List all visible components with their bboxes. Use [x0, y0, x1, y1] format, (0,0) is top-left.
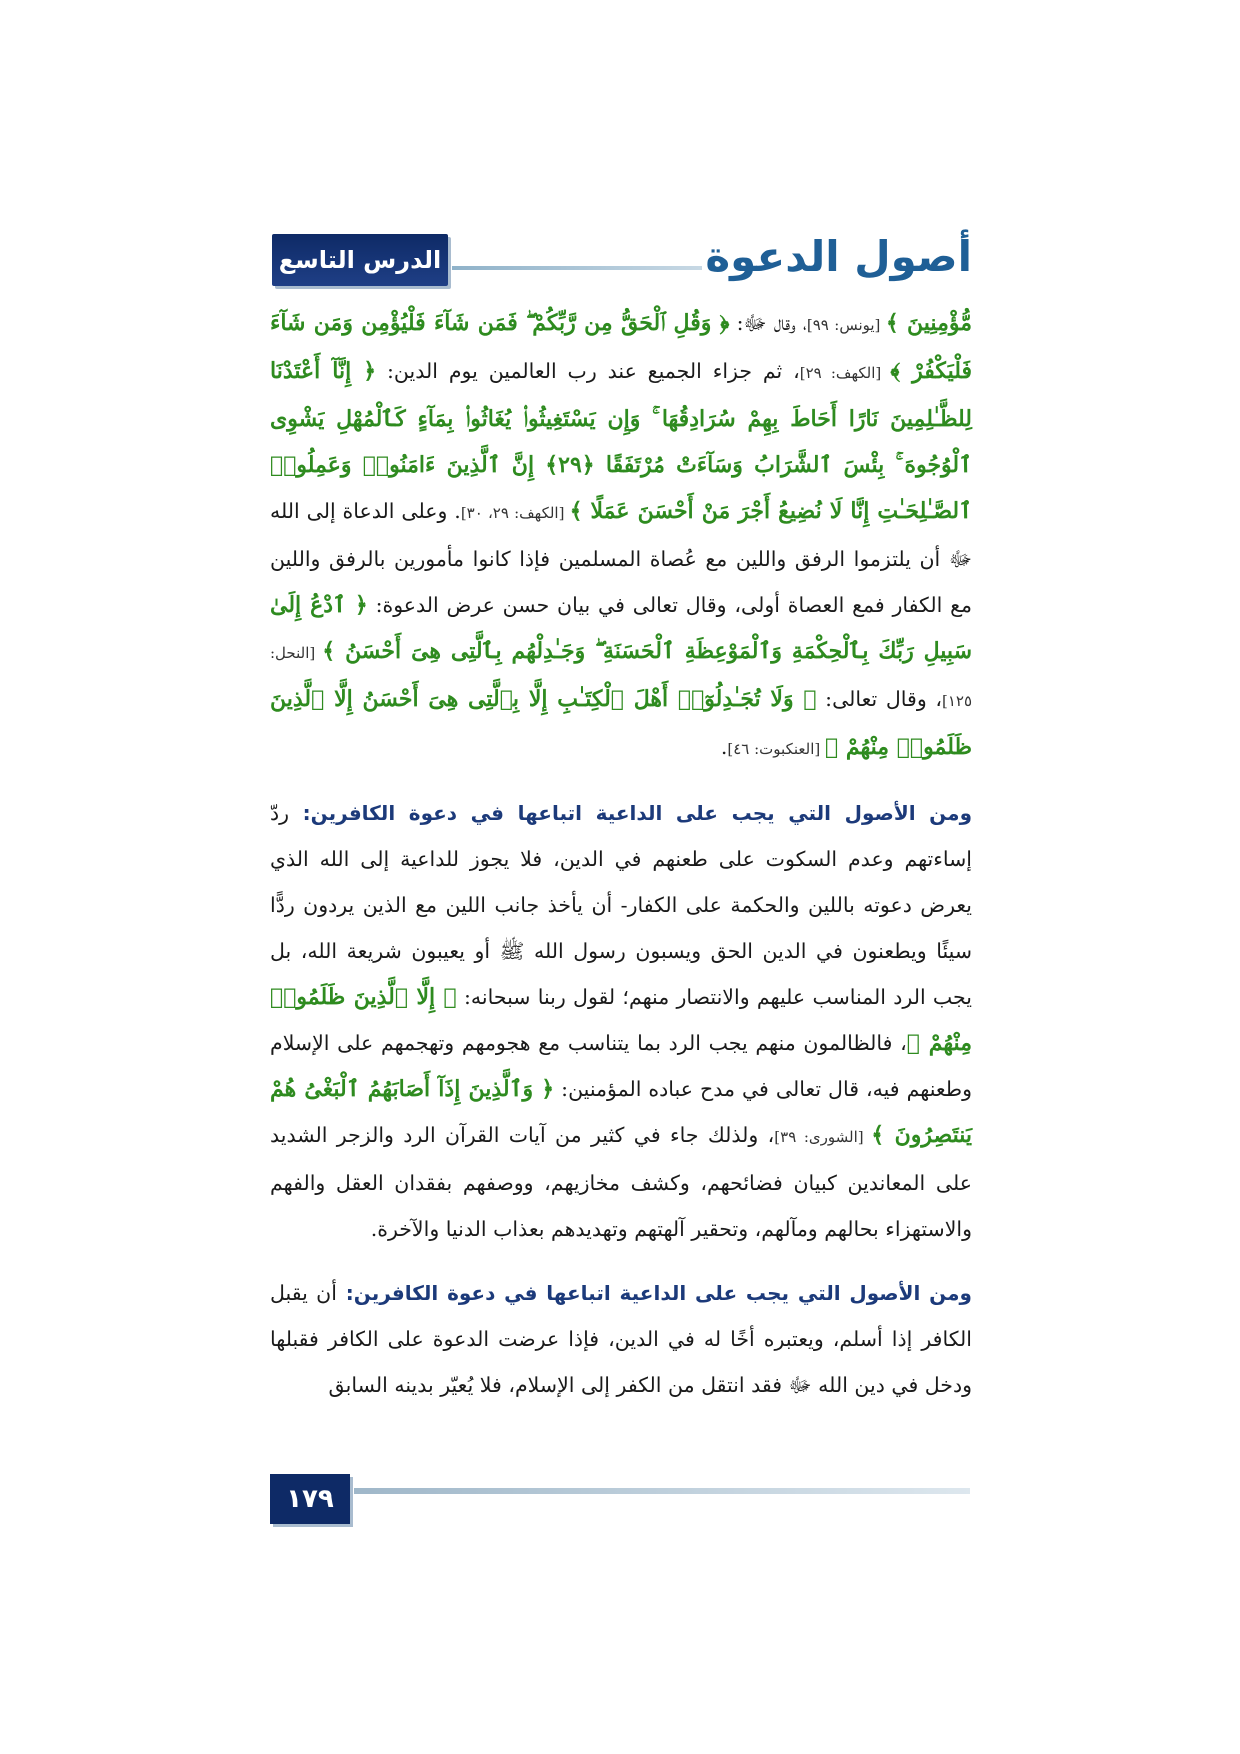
verse-reference: [الكهف: ٢٩، ٣٠]: [460, 504, 570, 522]
lesson-badge: الدرس التاسع: [272, 234, 448, 286]
section-heading: ومن الأصول التي يجب على الداعية اتباعها في دعوة الكافرين:: [336, 1281, 972, 1305]
quran-verse: ﴿ وَلَا تُجَـٰدِلُوٓا۟ أَهْلَ ٱلْكِتَـٰبِ إِلَّا بِٱلَّتِى هِىَ أَحْسَنُ إِلَّا ٱلَّذِينَ ظَلَمُوا۟ مِنْهُمْ ﴾: [270, 686, 972, 760]
body-text: أن يقبل الكافر إذا أسلم، ويعتبره أخًا له في الدين، فإذا عرضت الدعوة على الكافر فقبلها ودخل في دين الله ﷻ فقد انتقل من الكفر إلى الإسلام، فلا يُعيّر بدينه السابق: [270, 1281, 972, 1397]
footer-rule: [354, 1488, 970, 1494]
body-text: ، وقال تعالى:: [816, 687, 942, 711]
paragraph: [270, 300, 972, 772]
page-body: [270, 300, 972, 1426]
body-text: . وعلى الدعاة إلى الله ﷻ أن يلتزموا الرفق واللين مع عُصاة المسلمين فإذا كانوا مأمورين بالرفق واللين مع الكفار فمع العصاة أولى، وقال تعالى في بيان حسن عرض الدعوة:: [270, 499, 972, 617]
verse-reference: [الشورى: ٣٩]: [774, 1128, 872, 1146]
body-text: .: [720, 735, 728, 759]
quran-verse: ﴿ ٱدْعُ إِلَىٰ سَبِيلِ رَبِّكَ بِٱلْحِكْمَةِ وَٱلْمَوْعِظَةِ ٱلْحَسَنَةِ ۖ وَجَـٰدِلْهُم بِٱلَّتِى هِىَ أَحْسَنُ ﴾: [270, 592, 972, 664]
verse-reference: [يونس: ٩٩]: [806, 316, 886, 334]
page-header: [272, 232, 972, 298]
body-text: ، ولذلك جاء في كثير من آيات القرآن الرد والزجر الشديد على المعاندين كبيان فضائحهم، وكشف مخازيهم، ووصفهم بفقدان العقل والفهم والاستهزاء بحالهم ومآلهم، وتحقير آلهتهم وتهديدهم بعذاب الدنيا والآخرة.: [270, 1123, 972, 1241]
page-number: ١٧٩: [270, 1474, 350, 1524]
body-text: ، ثم جزاء الجميع عند رب العالمين يوم الدين:: [376, 359, 800, 383]
verse-reference: [الكهف: ٢٩]: [799, 364, 891, 382]
body-text: ، فالظالمون منهم يجب الرد بما يتناسب مع هجومهم وتهجمهم على الإسلام وطعنهم فيه، قال تعالى في مدح عباده المؤمنين:: [270, 1031, 972, 1101]
body-text: ، وقال ﷻ:: [729, 311, 807, 335]
quran-verse: ﴿ وَقُلِ ٱلْحَقُّ مِن رَّبِّكُمْ ۖ فَمَن شَآءَ فَلْيُؤْمِن وَمَن شَآءَ فَلْيَكْفُرْ ﴾: [270, 310, 973, 384]
verse-reference: [النحل: ١٢٥]: [270, 644, 972, 710]
book-title: أصول الدعوة: [705, 232, 972, 281]
header-rule: [452, 266, 702, 270]
paragraph: [270, 1270, 972, 1408]
section-heading: ومن الأصول التي يجب على الداعية اتباعها في دعوة الكافرين:: [289, 801, 972, 825]
quran-verse: ﴿ وَٱلَّذِينَ إِذَآ أَصَابَهُمُ ٱلْبَغْىُ هُمْ يَنتَصِرُونَ ﴾: [270, 1076, 972, 1148]
page-footer: [270, 1474, 970, 1524]
quran-verse: مُّؤْمِنِينَ ﴾: [885, 310, 973, 336]
verse-reference: [العنكبوت: ٤٦]: [727, 740, 825, 758]
body-text: ردّ إساءتهم وعدم السكوت على طعنهم في الدين، فلا يجوز للداعية إلى الله الذي يعرض دعوته باللين والحكمة على الكفار- أن يأخذ جانب اللين مع الذين يردون ردًّا سيئًا ويطعنون في الدين الحق ويسبون رسول الله ﷺ أو يعيبون شريعة الله، بل يجب الرد المناسب عليهم والانتصار منهم؛ لقول ربنا سبحانه:: [270, 801, 972, 1009]
paragraph: [270, 790, 972, 1252]
quran-verse: ﴿ إِنَّآ أَعْتَدْنَا لِلظَّـٰلِمِينَ نَارًا أَحَاطَ بِهِمْ سُرَادِقُهَا ۚ وَإِن يَسْتَغِيثُوا۟ يُغَاثُوا۟ بِمَآءٍ كَٱلْمُهْلِ يَشْوِى ٱلْوُجُوهَ ۚ بِئْسَ ٱلشَّرَابُ وَسَآءَتْ مُرْتَفَقًا ﴿٢٩﴾ إِنَّ ٱلَّذِينَ ءَامَنُوا۟ وَعَمِلُوا۟ ٱلصَّـٰلِحَـٰتِ إِنَّا لَا نُضِيعُ أَجْرَ مَنْ أَحْسَنَ عَمَلًا ﴾: [270, 358, 973, 524]
quran-verse: ﴿ إِلَّا ٱلَّذِينَ ظَلَمُوا۟ مِنْهُمْ ﴾: [270, 984, 972, 1056]
